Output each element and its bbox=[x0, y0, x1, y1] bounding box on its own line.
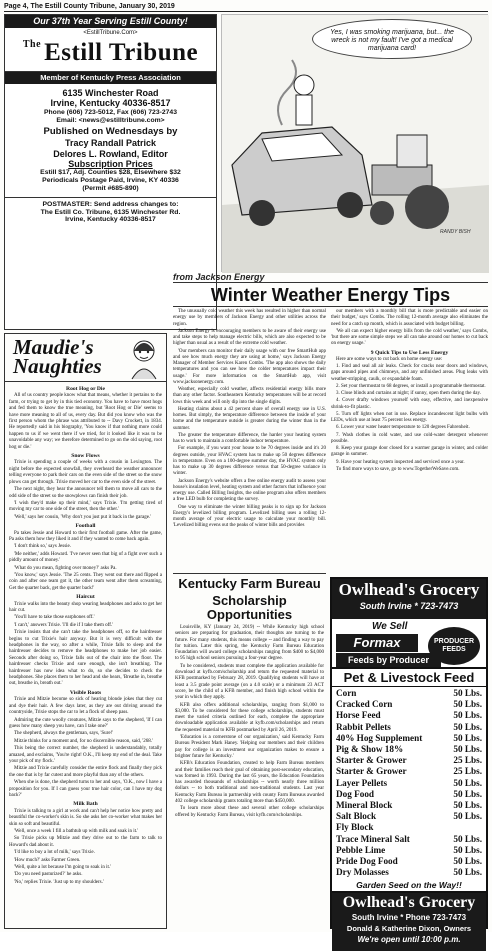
winter-paragraph: 'Our members can monitor their daily usage with our free SmartHub app and see how much energy they are using at home,' says Jackson Energy Manager of Member Services Karen Combs. 'The app also shows the daily temperatures and you can see how the colder temperatures impact their usage.' For more information on the SmartHub app, visit www.jacksonenergy.com. bbox=[173, 348, 326, 385]
feed-name: Mineral Block bbox=[336, 800, 393, 811]
feed-row bbox=[336, 699, 482, 710]
maudie-paragraph: When she is done, the shepherd turns to her and says, 'O.K., now I have a proposition for you. If I can guess your true hair color, can I have my dog back?' bbox=[9, 780, 162, 798]
feed-size: 25 Lbs. bbox=[453, 755, 482, 766]
maudie-paragraph: 'Well, once a week I fill a bathtub up with milk and soak in it.' bbox=[14, 829, 139, 834]
grocery-footer-phone: South Irvine * Phone 723-7473 bbox=[351, 913, 467, 923]
maudie-paragraph: Trixie is talking to a girl at work and can't help her notice how pretty and beautiful the co-worker's skin is. So she asks her co-worker what makes her skin so soft and beautiful. bbox=[9, 808, 162, 827]
page-header: Page 4, The Estill County Tribune, January 30, 2019 bbox=[4, 2, 488, 12]
maudie-paragraph: 'Do you need pasturized?' he asks. bbox=[14, 872, 83, 878]
winter-paragraph: Jackson Energy's website offers a free online energy audit to assess your house's insulation level, heating system and other factors that influence your energy use. Called Billing Insights, the online program also offers members a free LED bulb for completing the survey. bbox=[173, 478, 326, 503]
maudie-title-line-1: Maudie's bbox=[13, 335, 94, 359]
maudie-paragraph: 'No,' replies Trixie. 'Just up to my shoulders.' bbox=[14, 879, 104, 885]
masthead-title-prefix: The bbox=[22, 39, 42, 50]
maudie-title bbox=[13, 335, 102, 378]
farm-paragraph: 'Education is a cornerstone of our organization,' said Kentucky Farm Bureau President Mark Haney. 'Helping our members and their children pay for college is an investment our organization makes to ensure a brighter future for Kentucky.' bbox=[175, 735, 324, 759]
maudie-column bbox=[4, 333, 167, 929]
tip-item: 7. Wash clothes in cold water, and use cold-water detergent whenever possible. bbox=[331, 432, 488, 444]
winter-paragraph: 'We all can expect higher energy bills from the cold weather,' says Combs, 'but there are some simple steps we all can take around our homes to cut back on energy usage.' bbox=[331, 328, 488, 347]
feed-name: Corn bbox=[336, 688, 357, 698]
feed-name: Trace Mineral Salt bbox=[336, 833, 410, 844]
address-line-1: 6135 Winchester Road bbox=[62, 88, 159, 98]
cartoon-signature: RANDY BISH bbox=[440, 229, 471, 235]
feed-row bbox=[336, 789, 482, 800]
maudie-paragraph: 'How much?' asks Farmer Green. bbox=[14, 857, 81, 863]
subscription-heading: Subscription Prices bbox=[68, 158, 153, 169]
feed-row bbox=[336, 778, 482, 789]
feed-size: 50 Lbs. bbox=[453, 699, 482, 710]
feed-size: 50 Lbs. bbox=[453, 844, 482, 855]
feed-name: Fly Block bbox=[336, 822, 374, 833]
feed-size: 50 Lbs. bbox=[453, 710, 482, 721]
farm-body bbox=[173, 622, 326, 823]
feed-name: Starter & Grower bbox=[336, 766, 407, 777]
feed-name: Pig & Show 18% bbox=[336, 744, 404, 755]
postmaster-line-2: The Estill Co. Tribune, 6135 Winchester Rd. bbox=[40, 208, 181, 216]
feeds-by-producer: Feeds by Producer bbox=[336, 653, 441, 667]
tip-item: 2. Set your thermostat to 68 degrees, or install a programmable thermostat. bbox=[336, 383, 486, 389]
feed-row bbox=[336, 800, 482, 811]
feed-name: Horse Feed bbox=[336, 710, 381, 721]
winter-paragraph: Jackson Energy is encouraging members to be aware of their energy use and take steps to help manage electric bills, which are also expected to be higher than usual as a result of the extreme cold weather. bbox=[173, 328, 326, 347]
feed-size: 50 Lbs. bbox=[453, 867, 482, 878]
winter-paragraph: Weather, especially cold weather, affects residential energy bills more than any other factor. Southeastern Kentucky temperatures will be at record lows this week and will only dip into the single digits. bbox=[173, 387, 326, 405]
maudie-section-heading: Football bbox=[75, 523, 96, 530]
maudie-paragraph: 'I'd like to buy a lot of milk,' says Trixie. bbox=[14, 850, 95, 856]
farm-bureau-article bbox=[173, 573, 326, 929]
feed-row bbox=[336, 856, 482, 867]
feed-row bbox=[336, 811, 482, 822]
postmaster-block bbox=[5, 197, 216, 224]
maudie-paragraph: 'You'll have to take those earphones off.' bbox=[14, 615, 95, 621]
feed-row bbox=[336, 766, 482, 777]
grocery-brand-block bbox=[332, 619, 486, 669]
masthead-title-name: Estill Tribune bbox=[44, 39, 199, 66]
feed-row bbox=[336, 722, 482, 733]
masthead-info bbox=[5, 84, 216, 224]
grocery-owners: Donald & Katherine Dixon, Owners bbox=[346, 924, 472, 934]
winter-column-1 bbox=[173, 309, 326, 571]
feed-size: 50 Lbs. bbox=[453, 856, 482, 867]
maudie-section-heading: Milk Bath bbox=[73, 801, 98, 808]
tip-item: 4. Cover drafty windows yourself with easy, effective, and inexpensive shrink-to-fit plastic. bbox=[331, 398, 488, 410]
we-sell-label: We Sell bbox=[372, 621, 408, 632]
feed-row bbox=[336, 710, 482, 721]
tip-item: 5. Turn off lights when not in use. Replace incandescent light bulbs with LEDs, which use at least 75 percent less energy. bbox=[331, 411, 488, 423]
grocery-location: South Irvine * 723-7473 bbox=[359, 601, 459, 611]
subscription-prices: Estill $17, Adj. Counties $28, Elsewhere $32 bbox=[40, 169, 181, 177]
maudie-paragraph: 'What do you mean, fighting over money?' asks Pa. bbox=[14, 565, 117, 571]
maudie-section-heading: Snow Flows bbox=[71, 453, 100, 460]
feed-name: Dog Food bbox=[336, 788, 375, 799]
feed-name: Pride Dog Food bbox=[336, 856, 398, 867]
formax-logo: Formax bbox=[336, 634, 418, 652]
winter-paragraph: Heating claims about a 42 percent share of overall energy use in U.S. homes. But simply, the temperature difference between the inside of your home and the temperature outside is greater during the winter than in the summer. bbox=[173, 406, 326, 431]
email-line[interactable]: Email: <news@estilltribune.com> bbox=[56, 116, 165, 124]
cartoon-speech-bubble: Yes, I was smoking marijuana, but... the wreck is not my fault! I've got a medical marijuana card! bbox=[312, 19, 472, 59]
winter-paragraph: The unusually cold weather this week has resulted in higher than normal energy use by members of Jackson Energy and other utilities across the region. bbox=[173, 309, 326, 327]
permit-line: (Permit #685-890) bbox=[82, 184, 139, 192]
maudie-paragraph: Admiring the cute woolly creatures, Mitzie says to the shepherd, 'If I can guess how many sheep you have, can I take one?' bbox=[9, 717, 162, 729]
published-line: Published on Wednesdays by bbox=[43, 126, 178, 138]
maudie-paragraph: 'Well, quite a lot because I'm going to soak in it.' bbox=[14, 865, 112, 871]
maudie-paragraph: 'Well,' says her cousin, 'Why don't you just put it back in the garage.' bbox=[14, 514, 152, 520]
tips-heading: 9 Quick Tips to Use Less Energy bbox=[370, 349, 449, 356]
maudie-section-heading: Haircut bbox=[76, 594, 95, 601]
feed-row bbox=[336, 755, 482, 766]
feed-size: 50 Lbs. bbox=[453, 688, 482, 698]
winter-paragraph: our members with a monthly bill that is more predictable and easier on their budget,' says Combs. The rolling 12-month average also eliminates the need for a catch up month, which is associated with budget billing. bbox=[331, 309, 488, 327]
maudie-paragraph: The shepherd, always the gentleman, says, 'Sure!' bbox=[14, 731, 114, 737]
feed-name: Pebble Lime bbox=[336, 844, 386, 855]
maudie-paragraph: 'I wish they'd make up their mind,' says Trixie. 'I'm getting tired of moving my car to one side of the street, then the other.' bbox=[9, 500, 162, 513]
maudie-paragraph: The next night, they hear the announcer tell them to move all cars to the odd side of the street so the snowplows can finish their job. bbox=[9, 487, 162, 499]
feed-name: Salt Block bbox=[336, 811, 377, 822]
pet-feed-heading: Pet & Livestock Feed bbox=[332, 669, 486, 687]
winter-column-2 bbox=[331, 309, 488, 575]
maudie-caricature-icon bbox=[126, 337, 162, 379]
address-line-2: Irvine, Kentucky 40336-8517 bbox=[50, 98, 171, 109]
feed-name: Layer Pellets bbox=[336, 777, 388, 788]
maudie-paragraph: Trixie insists that she can't take the headphones off, so the hairdresser begins to cut Trixie's hair anyway. But it is very difficult with the headphones in the way, so after a while, Trixie falls to sleep and the hairdresser decides to remove the headphones to make her job easier. Seconds after doing so, Trixie falls out of the chair into the floor. The hairdresser checks Trixie and sure enough, she isn't breathing. The hairdresser has now idea what to do, so she decides to check the headphones. She places them to her head and she hears, 'Breathe in, breathe out, breathe in, breath out.' bbox=[9, 630, 162, 687]
maudie-paragraph: Trixie is spending a couple of weeks with a cousin in Lexington. The night before the expected snowfall, they overheard the weather announcer telling everyone to park their cars on the even side of the street so the snow plows can get through. Trixie moved her car to the even side of the street. bbox=[9, 460, 162, 485]
feed-size: 50 Lbs. bbox=[453, 744, 482, 755]
maudie-section-heading: Root Hog or Die bbox=[66, 386, 105, 392]
grocery-footer-name: Owlhead's Grocery bbox=[342, 894, 476, 912]
grocery-hours: We're open until 10:00 p.m. bbox=[357, 935, 461, 945]
feed-size: 50 Lbs. bbox=[453, 732, 482, 743]
tips-outro: To find more ways to save, go to www.TogetherWeSave.com. bbox=[336, 466, 460, 472]
feed-size: 50 Lbs. bbox=[453, 788, 482, 799]
feed-row bbox=[336, 867, 482, 878]
maudie-paragraph: Mitzie and Trixie carefully consider the entire flock and finally they pick the one that is by far cutest and more playful than any of the others. bbox=[9, 766, 162, 778]
editorial-cartoon bbox=[221, 14, 488, 272]
farm-headline-2: Scholarship Opportunities bbox=[206, 593, 293, 622]
winter-headline: Winter Weather Energy Tips bbox=[173, 283, 488, 307]
maudie-paragraph: 'I can't,' answers Trixie. 'I'll die if I take them off.' bbox=[14, 622, 114, 628]
maudie-paragraph: 'I don't think so,' says Jessie. bbox=[14, 544, 72, 550]
feed-size: 50 Lbs. bbox=[453, 777, 482, 788]
feed-size: 25 Lbs. bbox=[453, 766, 482, 777]
section-source-label: from Jackson Energy bbox=[173, 272, 488, 283]
maudie-paragraph: 'You know,' says Jessie. 'The 25 cents. They went out there and flipped a coin and after one team got it, the other team went after them screaming, Get the quarter back, get the quarter back!' bbox=[9, 572, 162, 591]
feed-size: 50 Lbs. bbox=[453, 811, 482, 822]
feed-row bbox=[336, 845, 482, 856]
phone-line: Phone (606) 723-5012, Fax (606) 723-2743 bbox=[44, 108, 177, 116]
postmaster-line-1: POSTMASTER: Send address changes to: bbox=[42, 200, 179, 208]
farm-paragraph: To be considered, students must complete the application available for download at kyfb.com/scholarship and return the requested material to KFB postmarked by February 28, 2019. Qualifying students will have at least a 3.5 grade point average (on a 4.0 scale) or a minimum 23 ACT score, be the child of a KFB member, and finish high school within the year in which they apply. bbox=[175, 663, 324, 701]
garden-seed-line: Garden Seed on the Way!! bbox=[332, 879, 486, 893]
farm-headline-1: Kentucky Farm Bureau bbox=[178, 576, 321, 591]
feed-row bbox=[336, 733, 482, 744]
farm-paragraph: To learn more about these and several other college scholarships offered by Kentucky Farm Bureau, visit kyfb.com/scholarships. bbox=[175, 806, 324, 818]
farm-paragraph: KFB also offers additional scholarships, ranging from $1,000 to $3,000. To be considered for these college scholarships, students must meet the varied criteria outlined for each, complete the appropriate downloadable application available at kyfb.com/scholarships and return the requested material to KFB postmarked by April 26, 2019. bbox=[175, 702, 324, 733]
postage-line: Periodicals Postage Paid, Irvine, KY 40336 bbox=[42, 177, 179, 185]
feed-name: 40% Hog Supplement bbox=[336, 732, 423, 743]
maudie-paragraph: Pa takes Jessie and Howard to their first football game. After the game, Pa asks them how they liked it and if they wanted to come back again. bbox=[9, 530, 162, 542]
tip-item: 6. Lower your water heater temperature to 120 degrees Fahrenheit. bbox=[336, 425, 470, 431]
feed-row bbox=[336, 834, 482, 845]
masthead-url[interactable]: <EstillTribune.Com> bbox=[83, 30, 138, 36]
membership-banner: Member of Kentucky Press Association bbox=[5, 72, 216, 84]
producer-feeds-badge: PRODUCER FEEDS bbox=[428, 627, 480, 665]
feed-name: Cracked Corn bbox=[336, 699, 393, 710]
maudie-paragraph: Trixie and Mitzie become so sick of hearing blonde jokes that they cut and dye their hair. A few days later, as they are out driving around the countryside, Trixie stops the car to let a flock of sheep pass. bbox=[9, 697, 162, 716]
feed-size: 50 Lbs. bbox=[453, 800, 482, 811]
tip-item: 9. Have your heating system inspected and serviced once a year. bbox=[336, 459, 465, 465]
feed-name: Rabbit Pellets bbox=[336, 721, 391, 732]
tips-intro: Here are some ways to cut back on home energy use: bbox=[336, 356, 443, 362]
publisher-name: Tracy Randall Patrick bbox=[64, 138, 157, 149]
feed-size: 50 Lbs. bbox=[453, 721, 482, 732]
maudie-paragraph: Mitzie thinks for a moment and, for no discernible reason, said, '268.' bbox=[14, 738, 153, 744]
tip-item: 3. Close blinds and curtains at night; if sunny, open them during the day. bbox=[336, 391, 481, 396]
feed-name: Dry Molasses bbox=[336, 867, 389, 878]
feed-row bbox=[336, 688, 482, 699]
grocery-header bbox=[332, 579, 486, 619]
masthead-title bbox=[5, 39, 216, 67]
maudie-header bbox=[5, 334, 166, 382]
winter-paragraph: The greater the temperature difference, the harder your heating system has to work to maintain a comfortable indoor temperature. bbox=[173, 432, 326, 444]
maudie-paragraph: Trixie walks into the beauty shop wearing headphones and asks to get her hair cut. bbox=[9, 601, 162, 613]
tip-item: 8. Keep your garage door closed for a warmer garage in winter, and colder garage in summer. bbox=[331, 446, 488, 458]
editor-name: Delores L. Rowland, Editor bbox=[53, 148, 168, 159]
maudie-paragraph: All of us country people know what that means, whether it pertains to the farm, or trying to get by in this tied economy. You have to have most hogs and fed them to know the true meaning, but 'Root Hog or Die' seems to have more meaning to all of us, every day. But did you know who was the first person whom the phrase was attributed to -- Davy Crockett, in 1834. He reportedly said in his biography, 'You know if that nothing more could happen to us if we went there if we tried, for it looked like it was to be unavoidable any way; we therefore determined to go on the old saying, root hog or die.' bbox=[9, 393, 162, 450]
grocery-footer bbox=[332, 893, 486, 951]
masthead-logo bbox=[5, 28, 216, 72]
grocery-name: Owlhead's Grocery bbox=[338, 580, 480, 599]
feed-list bbox=[332, 687, 486, 879]
winter-paragraph: One way to eliminate the winter billing peaks is to sign up for Jackson Energy's levelized billing program. Levelized billing uses a rolling 12-month average of your electric usage to calculate your monthly bill. 'Levelized billing evens out the peaks of winter bills and provides bbox=[173, 504, 326, 529]
farm-paragraph: Louisville, KY (January 24, 2019) -- While Kentucky high school seniors are preparing for graduation, their thoughts are turning to the future. For many students, this means college -- and finding a way to pay for tuition. Later this spring, the Kentucky Farm Bureau Education Foundation will award college scholarships ranging from $400 to $4,000 to 95 high school seniors pursuing a four-year degree. bbox=[175, 625, 324, 662]
winter-paragraph: For example, if you want your house to be 70 degrees inside and it's 20 degrees outside, your HVAC system has to make up 50 degrees difference in temperature. Even on a 100-degree summer day, the HVAC system only has to make up 30 degrees difference versus that 50-degree variance in winter. bbox=[173, 446, 326, 477]
farm-paragraph: KFB's Education Foundation, created to help Farm Bureau members and their families reach their goal of obtaining post-secondary education, was formed in 1993. During the last 65 years, the Education Foundation has awarded thousands of scholarships -- worth nearly three million dollars -- to both traditional and non-traditional students. Last year Kentucky Farm Bureau in partnership with county Farm Bureaus awarded 402 college scholarship grants totaling more than $450,000. bbox=[175, 761, 324, 805]
tip-item: 1. Find and seal all air leaks. Check for cracks near doors and windows, gaps around pipes and chimneys, and any unfinished areas. Plug leaks with weather-stripping, caulk, or expandable foam. bbox=[331, 364, 488, 382]
maudie-title-line-2: Naughties bbox=[13, 354, 102, 378]
feed-name: Starter & Grower bbox=[336, 755, 407, 766]
feed-size: 50 Lbs. bbox=[453, 833, 482, 844]
feed-row bbox=[336, 822, 482, 833]
maudie-section-heading: Visible Roots bbox=[69, 689, 102, 696]
postmaster-line-3: Irvine, Kentucky 40336-8517 bbox=[65, 216, 156, 224]
maudie-paragraph: 'Me neither,' adds Howard. 'I've never seen that big of a fight over such a piddly amount of money.' bbox=[9, 551, 162, 564]
feed-row bbox=[336, 744, 482, 755]
masthead-banner: Our 37th Year Serving Estill County! bbox=[5, 15, 216, 28]
maudie-text bbox=[5, 382, 166, 889]
grocery-ad bbox=[330, 577, 488, 945]
maudie-paragraph: This being the correct number, the shepherd is understandably, totally amazed, and exclaims, 'You're right! O.K., I'll keep my end of the deal. Take your pick of my flock.' bbox=[9, 746, 162, 764]
maudie-paragraph: So Trixie picks up Mitzie and they drive out to the farm to talk to Howard's dad about it. bbox=[9, 836, 162, 848]
